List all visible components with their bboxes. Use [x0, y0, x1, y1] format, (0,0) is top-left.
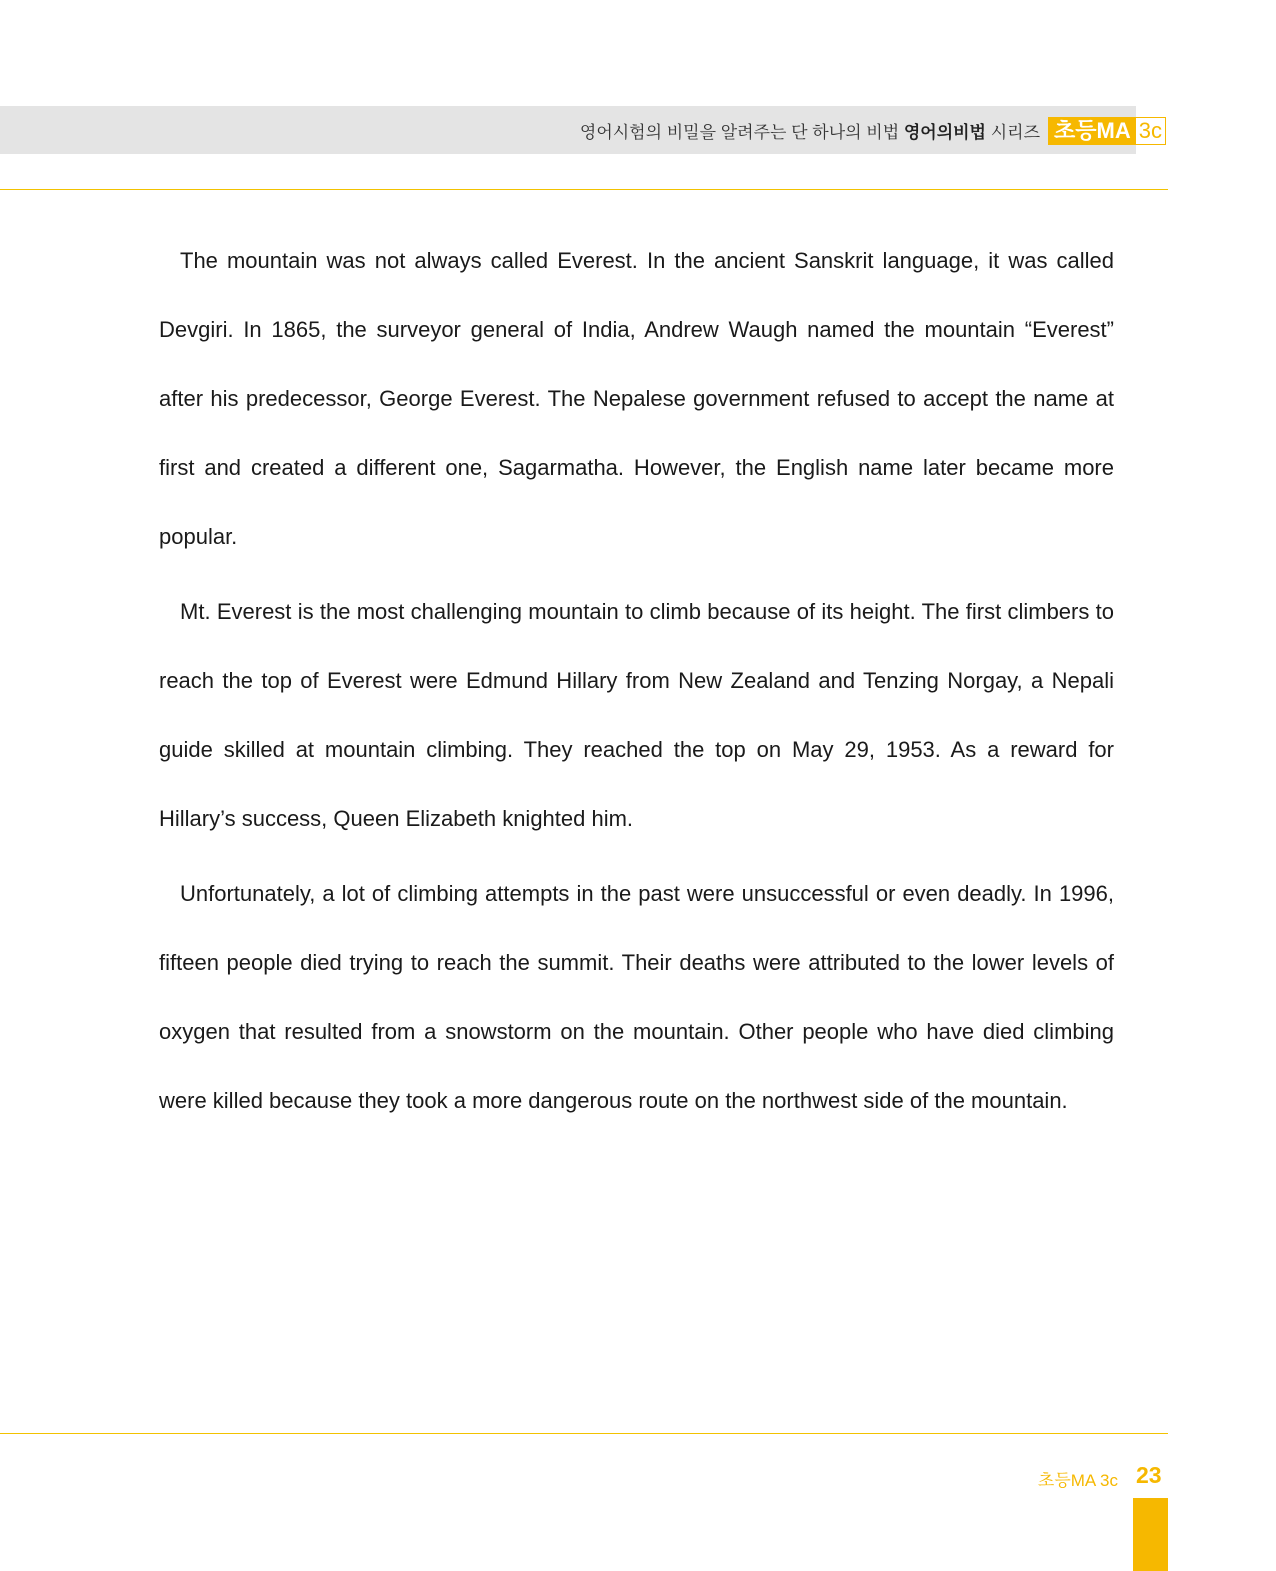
header-series-suffix: 시리즈 — [990, 123, 1040, 142]
article-body — [159, 226, 1114, 1135]
page-number: 23 — [1136, 1462, 1162, 1488]
header-tagline — [580, 118, 1040, 143]
top-divider — [0, 189, 1168, 190]
series-badge — [1048, 117, 1166, 145]
header-series-name: 영어의비법 — [903, 123, 986, 142]
header-tagline-text: 영어시험의 비밀을 알려주는 단 하나의 비법 — [579, 123, 900, 142]
series-badge-level: 3c — [1135, 117, 1166, 145]
page-edge-tab — [1133, 1498, 1168, 1571]
paragraph-3: Unfortunately, a lot of climbing attempts in the past were unsuccessful or even deadly. In 1996, fifteen people died trying to reach the summit. Their deaths were attributed to the lower levels of oxygen that resulted from a snowstorm on the mountain. Other people who have died climbing were killed because they took a more dangerous route on the northwest side of the mountain. — [159, 881, 1114, 1113]
bottom-divider — [0, 1433, 1168, 1434]
paragraph-1: The mountain was not always called Everest. In the ancient Sanskrit language, it was called Devgiri. In 1865, the surveyor general of India, Andrew Waugh named the mountain “Everest” after his predecessor, George Everest. The Nepalese government refused to accept the name at first and created a different one, Sagarmatha. However, the English name later became more popular. — [159, 248, 1114, 549]
series-badge-main: 초등MA — [1048, 117, 1135, 145]
paragraph-2: Mt. Everest is the most challenging mountain to climb because of its height. The first climbers to reach the top of Everest were Edmund Hillary from New Zealand and Tenzing Norgay, a Nepali guide skilled at mountain climbing. They reached the top on May 29, 1953. As a reward for Hillary’s success, Queen Elizabeth knighted him. — [159, 599, 1114, 831]
footer-series: 초등MA 3c — [1037, 1471, 1118, 1490]
